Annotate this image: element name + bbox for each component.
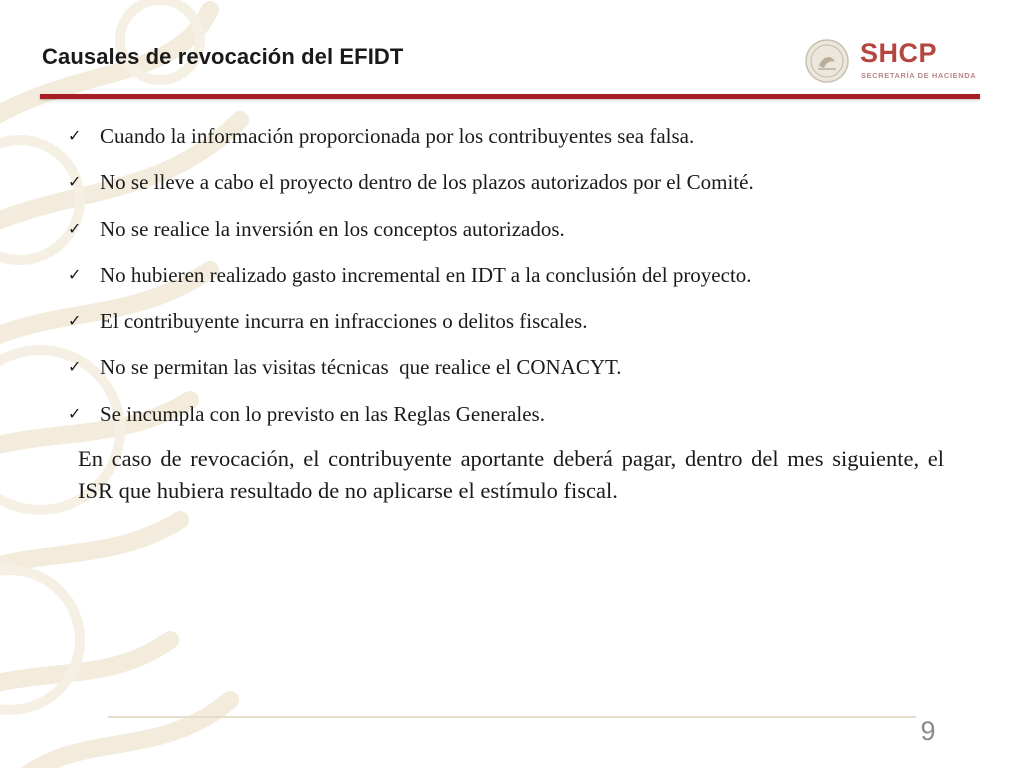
list-item — [68, 261, 948, 307]
list-item — [68, 307, 948, 353]
bullet-text: No hubieren realizado gasto incremental en IDT a la conclusión del proyecto. — [100, 262, 752, 287]
bullet-text: El contribuyente incurra en infracciones o delitos fiscales. — [100, 309, 588, 334]
bullet-text: No se lleve a cabo el proyecto dentro de los plazos autorizados por el Comité. — [100, 170, 754, 195]
bullet-text: No se permitan las visitas técnicas que realice el CONACYT. — [100, 355, 622, 380]
checkmark-icon: ✓ — [68, 126, 82, 145]
list-item — [68, 122, 948, 168]
logo-subtitle: SECRETARÍA DE HACIENDA — [861, 71, 977, 80]
list-item — [68, 168, 948, 214]
bullet-list — [68, 122, 948, 446]
revocation-paragraph: En caso de revocación, el contribuyente aportante deberá pagar, dentro del mes siguiente, el ISR que hubiera resultado de no aplicarse el estímulo fiscal. — [78, 446, 944, 503]
page-number: 9 — [920, 716, 936, 746]
bullet-text: Se incumpla con lo previsto en las Reglas Generales. — [100, 401, 545, 426]
list-item — [68, 215, 948, 261]
title-divider — [40, 94, 980, 99]
slide-title: Causales de revocación del EFIDT — [42, 44, 404, 69]
list-item — [68, 353, 948, 399]
logo-wordmark: SHCP — [860, 38, 938, 68]
checkmark-icon: ✓ — [68, 311, 82, 331]
checkmark-icon: ✓ — [68, 357, 82, 377]
footer-divider — [108, 716, 916, 718]
checkmark-icon: ✓ — [68, 172, 82, 192]
national-seal-icon — [804, 38, 850, 84]
checkmark-icon: ✓ — [68, 218, 82, 238]
bullet-text: Cuando la información proporcionada por los contribuyentes sea falsa. — [100, 124, 695, 148]
list-item — [68, 400, 948, 446]
checkmark-icon: ✓ — [68, 403, 82, 423]
shcp-logo — [804, 38, 984, 88]
bullet-text: No se realice la inversión en los conceptos autorizados. — [100, 216, 565, 241]
checkmark-icon: ✓ — [68, 264, 82, 284]
